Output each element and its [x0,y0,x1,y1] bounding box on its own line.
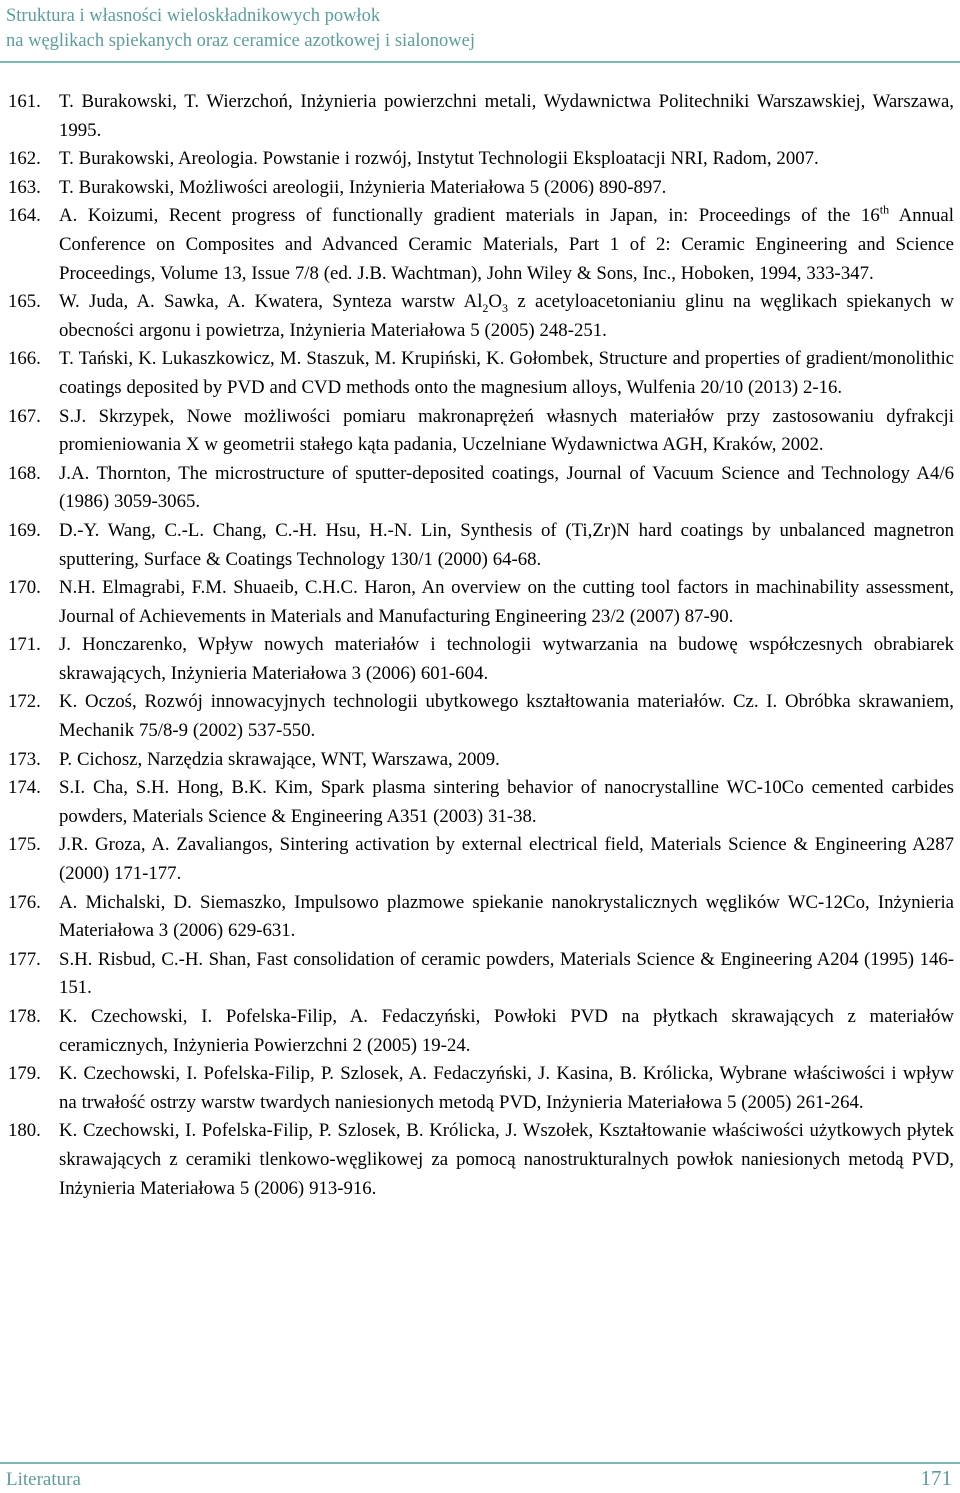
footer-divider [0,1462,960,1464]
reference-number: 170. [8,577,41,599]
reference-text-part: O [488,291,502,313]
reference-item [8,145,954,174]
reference-number: 169. [8,519,41,541]
reference-text: K. Czechowski, I. Pofelska-Filip, P. Szlosek, B. Królicka, J. Wszołek, Kształtowanie właściwości użytkowych płytek skrawających z ceramiki tlenkowo-węglikowej za pomocą nanostrukturalnych powłok naniesionych metodą PVD, Inżynieria Materiałowa 5 (2006) 913-916. [59,1120,954,1199]
reference-item [8,746,954,775]
reference-text-part: W. Juda, A. Sawka, A. Kwatera, Synteza warstw Al [59,291,483,313]
reference-text: N.H. Elmagrabi, F.M. Shuaeib, C.H.C. Haron, An overview on the cutting tool factors in machinability assessment, Journal of Achievements in Materials and Manufacturing Engineering 23/2 (2007) 87-90. [59,577,954,627]
reference-text: D.-Y. Wang, C.-L. Chang, C.-H. Hsu, H.-N. Lin, Synthesis of (Ti,Zr)N hard coatings by unbalanced magnetron sputtering, Surface & Coatings Technology 130/1 (2000) 64-68. [59,519,954,570]
reference-number: 172. [8,691,41,713]
reference-number: 176. [8,891,41,913]
footer-section-title: Literatura [6,1469,81,1490]
reference-number: 175. [8,834,41,856]
reference-item [8,1060,954,1117]
reference-number: 177. [8,948,41,970]
reference-item [8,174,954,203]
reference-number: 166. [8,348,41,370]
reference-item [8,831,954,888]
reference-number: 174. [8,777,41,799]
reference-item [8,774,954,831]
superscript: th [879,203,890,218]
reference-text-part: Annual Conference on Composites and Advanced Ceramic Materials, Part 1 of 2: Ceramic Engineering and Science Proceedings, Volume 13, Issue 7/8 (ed. J.B. Wachtman), John Wiley & Sons, Inc., Hoboken, 1994, 333-347. [59,205,954,284]
reference-text: T. Burakowski, T. Wierzchoń, Inżynieria powierzchni metali, Wydawnictwa Politechniki Warszawskiej, Warszawa, 1995. [59,91,954,141]
reference-number: 167. [8,405,41,427]
reference-number: 162. [8,148,41,170]
reference-item [8,288,954,345]
page-number: 171 [920,1466,952,1490]
reference-item [8,345,954,402]
reference-list [8,88,954,1203]
reference-text: K. Czechowski, I. Pofelska-Filip, P. Szlosek, A. Fedaczyński, J. Kasina, B. Królicka, Wybrane właściwości i wpływ na trwałość ostrzy warstw twardych naniesionych metodą PVD, Inżynieria Materiałowa 5 (2005) 261-264. [59,1063,954,1113]
header-line-1: Struktura i własności wieloskładnikowych powłok [6,6,381,26]
subscript: 3 [502,300,508,315]
reference-item [8,403,954,460]
reference-text: T. Burakowski, Areologia. Powstanie i rozwój, Instytut Technologii Eksploatacji NRI, Radom, 2007. [59,148,819,170]
reference-item [8,688,954,745]
reference-item [8,202,954,288]
reference-text: T. Burakowski, Możliwości areologii, Inżynieria Materiałowa 5 (2006) 890-897. [59,176,667,198]
reference-item [8,517,954,574]
reference-text: K. Czechowski, I. Pofelska-Filip, A. Fedaczyński, Powłoki PVD na płytkach skrawających z materiałów ceramicznych, Inżynieria Powierzchni 2 (2005) 19-24. [59,1006,954,1056]
reference-text: P. Cichosz, Narzędzia skrawające, WNT, Warszawa, 2009. [59,748,500,770]
running-header [6,4,475,54]
header-line-2: na węglikach spiekanych oraz ceramice azotkowej i sialonowej [6,31,475,51]
reference-text [59,288,954,345]
reference-text-part: z acetyloacetonianiu glinu na węglikach spiekanych w obecności argonu i powietrza, Inżynieria Materiałowa 5 (2005) 248-251. [59,291,954,341]
reference-item [8,946,954,1003]
reference-text: J. Honczarenko, Wpływ nowych materiałów i technologii wytwarzania na budowę współczesnych obrabiarek skrawających, Inżynieria Materiałowa 3 (2006) 601-604. [59,634,954,684]
subscript: 2 [482,300,489,315]
reference-number: 178. [8,1006,41,1027]
reference-text-part: A. Koizumi, Recent progress of functionally gradient materials in Japan, in: Proceedings of the 16 [59,205,880,227]
reference-text [59,202,954,288]
reference-number: 165. [8,291,41,313]
reference-number: 171. [8,634,41,656]
reference-text: S.H. Risbud, C.-H. Shan, Fast consolidation of ceramic powders, Materials Science & Engineering A204 (1995) 146-151. [59,948,954,999]
reference-item [8,1003,954,1060]
reference-text: T. Tański, K. Lukaszkowicz, M. Staszuk, M. Krupiński, K. Gołombek, Structure and properties of gradient/monolithic coatings deposited by PVD and CVD methods onto the magnesium alloys, Wulfenia 20/10 (2013) 2-16. [59,348,954,398]
reference-number: 173. [8,748,41,770]
reference-item [8,1117,954,1203]
reference-text: J.A. Thornton, The microstructure of sputter-deposited coatings, Journal of Vacuum Science and Technology A4/6 (1986) 3059-3065. [59,462,954,513]
reference-text: S.J. Skrzypek, Nowe możliwości pomiaru makronaprężeń własnych materiałów przy zastosowaniu dyfrakcji promieniowania X w geometrii stałego kąta padania, Uczelniane Wydawnictwa AGH, Kraków, 2002. [59,405,954,456]
reference-item [8,88,954,145]
reference-text: S.I. Cha, S.H. Hong, B.K. Kim, Spark plasma sintering behavior of nanocrystalline WC-10Co cemented carbides powders, Materials Science & Engineering A351 (2003) 31-38. [59,777,954,827]
reference-number: 180. [8,1120,41,1142]
reference-text: K. Oczoś, Rozwój innowacyjnych technologii ubytkowego kształtowania materiałów. Cz. I. Obróbka skrawaniem, Mechanik 75/8-9 (2002) 537-550. [59,691,954,742]
reference-number: 161. [8,91,41,112]
reference-number: 179. [8,1063,41,1085]
reference-item [8,631,954,688]
reference-item [8,889,954,946]
reference-number: 164. [8,205,41,227]
header-divider [0,61,960,63]
reference-text: J.R. Groza, A. Zavaliangos, Sintering activation by external electrical field, Materials Science & Engineering A287 (2000) 171-177. [59,834,954,885]
reference-number: 163. [8,176,41,198]
reference-item [8,460,954,517]
reference-number: 168. [8,462,41,484]
reference-text: A. Michalski, D. Siemaszko, Impulsowo plazmowe spiekanie nanokrystalicznych węglików WC-12Co, Inżynieria Materiałowa 3 (2006) 629-631. [59,891,954,942]
reference-item [8,574,954,631]
